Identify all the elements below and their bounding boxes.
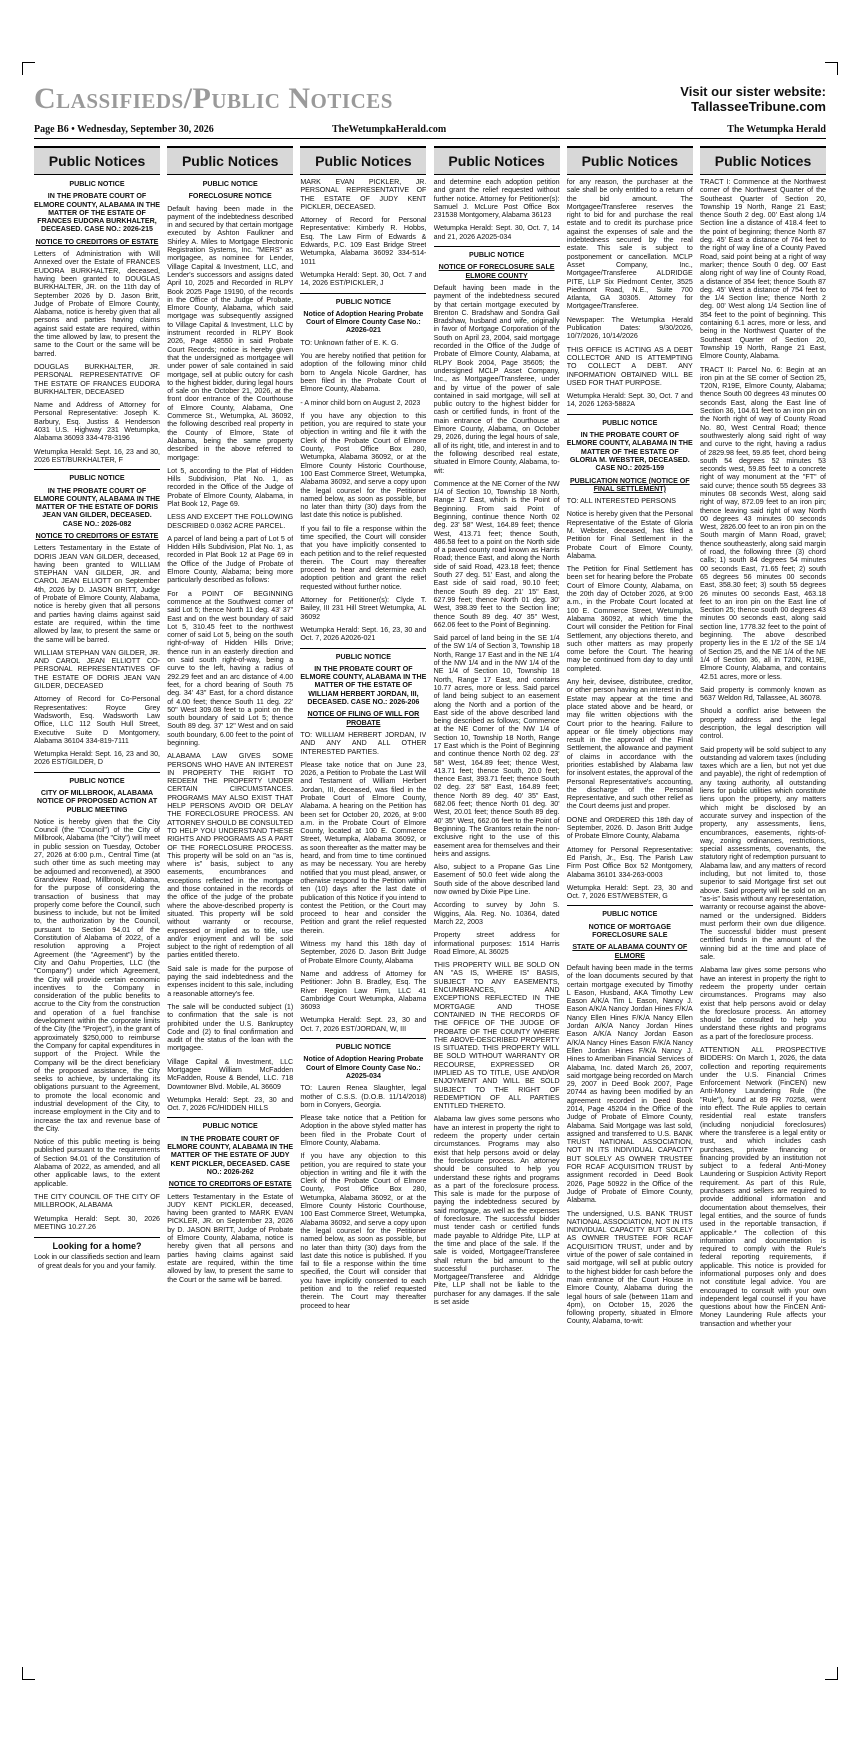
- notice-paragraph: Said property will be sold subject to any outstanding ad valorem taxes (including taxes which are a lien, but not yet due and payable), the right of redemption of any taxing authority, all outstanding liens for public utilities which constitute liens upon the property, any matters which might be disclosed by an accurate survey and inspection of the property, any assessments, liens, encumbrances, easements, rights-of-way, zoning ordinances, restrictions, special assessments, covenants, the statutory right of redemption pursuant to Alabama law, and any matters of record including, but not limited to, those superior to said Mortgage first set out above. Said property will be sold on an "as-is" basis without any representation, warranty or recourse against the above-named or the undersigned. Bidders must perform their own due diligence. The successful bidder must present certified funds in the amount of the winning bid at the time and place of sale.: [700, 745, 826, 962]
- notice-divider: [567, 905, 693, 906]
- notice-subheading: PUBLICATION NOTICE (NOTICE OF FINAL SETTLEMENT): [569, 476, 690, 493]
- notice-paragraph: Notice of this public meeting is being published pursuant to the requirements of Section 94.01 of the Constitution of Alabama of 2022, as amended, and all other applicable laws, to the extent applicable.: [34, 1138, 160, 1188]
- notice-paragraph: Wetumpka Herald: Sept. 23, 30 and Oct. 7, 2026 FC/HIDDEN HILLS: [167, 1095, 294, 1113]
- notice-paragraph: Alabama law gives some persons who have an interest in property the right to redeem the property under certain circumstances. Programs may also exist that help persons avoid or delay the foreclosure process. An attorney should be consulted to help you understand these rights and programs as a part of the foreclosure process. This sale is made for the purpose of paying the indebtedness secured by said mortgage, as well as the expenses of foreclosure. The successful bidder must tender cash or certified funds made payable to Aldridge Pite, LLP at the time and place of the sale. If the sale is voided, Mortgagee/Transferee shall return the bid amount to the successful purchaser. The Mortgagee/Transferee and Aldridge Pite, LLP shall not be liable to the purchaser for any damages. If the sale is set aside: [433, 1115, 560, 1306]
- notice-divider: [567, 414, 693, 415]
- notice: [167, 180, 293, 1112]
- notice-paragraph: Wetumpka Herald: Sept. 30, Oct. 7, 14 and 21, 2026 A2025-034: [433, 224, 560, 241]
- notices-columns: [34, 146, 826, 1616]
- notice-paragraph: Letters Testamentary in the Estate of JUDY KENT PICKLER, deceased, having been granted to MARK EVAN PICKLER, JR. on September 23, 2026 by D. JASON BRITT, Judge of Probate of Elmore County, Alabama, notice is hereby given that all persons and parties having claims against said estate are required, within the time allowed by law, to present the same to the Court or the same will be barred.: [167, 1192, 294, 1284]
- notice: [300, 648, 426, 1033]
- notice-title: PUBLIC NOTICE: [202, 180, 258, 188]
- notice-paragraph: THIS OFFICE IS ACTING AS A DEBT COLLECTOR AND IS ATTEMPTING TO COLLECT A DEBT. ANY INFORMATION OBTAINED WILL BE USED FOR THAT PURPOSE.: [566, 345, 693, 387]
- notice-title: PUBLIC NOTICE: [335, 652, 391, 661]
- notice-divider: [34, 469, 160, 470]
- notice-subheading: NOTICE OF FILING OF WILL FOR PROBATE: [307, 710, 420, 727]
- column-body: [34, 175, 160, 1270]
- notice-paragraph: for any reason, the purchaser at the sale shall be only entitled to a return of the bid amount. The Mortgagee/Transferee reserves the right to bid for and purchase the real estate and to credit its purchase price against the expenses of sale and the indebtedness secured by the real estate. This sale is subject to postponement or cancellation. MCLP Asset Company, Inc., Mortgagee/Transferee ALDRIDGE PITE, LLP Six Piedmont Center, 3525 Piedmont Road, N.E., Suite 700 Atlanta, GA 30305. Attorney for Mortgagee/Transferee.: [566, 178, 693, 311]
- notice-divider: [434, 246, 560, 247]
- notice-heading: CITY OF MILLBROOK, ALABAMA NOTICE OF PROPOSED ACTION AT PUBLIC MEETING: [36, 789, 158, 814]
- notice-paragraph: Wetumpka Herald: Sept. 30, Oct. 7 and 14, 2026 EST/PICKLER, J: [300, 270, 427, 288]
- promo-title: Looking for a home?: [52, 1241, 142, 1252]
- notice-paragraph: ATTENTION ALL PROSPECTIVE BIDDERS: On March 1, 2026, the data collection and reporting requirements under the U.S. Financial Crimes Enforcement Network (FinCEN) new Anti-Money Laundering Rule (the "Rule"), found at 89 FR 70258, went into effect. The Rule applies to certain residential real estate transfers (including nonjudicial foreclosures) where the transferee is a legal entity or trust, and which includes cash purchases, private financing or financing provided by an institution not subject to a federal Anti-Money Laundering or Suspicion Activity Report requirement. As part of this Rule, purchasers and sellers are required to provide additional information and documentation about themselves, their legal entities, and the source of funds used in the reportable transaction, if applicable.* The collection of this information and documentation is required to comply with the Rule's federal reporting requirements, if applicable. This notice is provided for informational purposes only and does not constitute legal advice. You are encouraged to consult with your own independent legal counsel if you have questions about how the FinCEN Anti-Money Laundering Rule affects your transaction and whether your: [700, 1045, 826, 1328]
- notice-paragraph: Attorney for Personal Representative: Ed Parish, Jr., Esq. The Parish Law Firm Post Office Box 52 Montgomery, Alabama 36101 334-263-0003: [566, 845, 693, 879]
- notice-title: PUBLIC NOTICE: [335, 297, 391, 306]
- notice-paragraph: - A minor child born on August 2, 2023: [300, 398, 421, 407]
- column-body: [167, 175, 293, 1284]
- notice-subheading: NOTICE TO CREDITORS OF ESTATE: [168, 1180, 292, 1189]
- sister-website-link[interactable]: TallasseeTribune.com: [691, 99, 826, 114]
- column-header: Public Notices: [300, 146, 426, 175]
- notice-column: [434, 146, 560, 1616]
- notice: [300, 1038, 426, 1310]
- column-body: [300, 175, 426, 1310]
- promo-text: Look in our classifieds section and learn of great deals for you and your family.: [34, 1253, 160, 1270]
- notice-paragraph: Attorney for Petitioner(s): Clyde T. Bailey, III 231 Hill Street Wetumpka, AL 36092: [300, 596, 427, 621]
- notice-paragraph: According to survey by John S. Wiggins, Ala. Reg. No. 10364, dated March 22, 2003: [433, 901, 560, 926]
- notice-paragraph: Notice is hereby given that the Personal Representative of the Estate of Gloria M. Webster, deceased, has filed a Petition for Final Settlement in the Probate Court of Elmore County, Alabama.: [566, 510, 693, 560]
- notice: [567, 905, 693, 1325]
- crop-mark-top-right: [825, 62, 838, 75]
- notice-paragraph: Said sale is made for the purpose of paying the said indebtedness and the expenses incident to this sale, including a reasonable attorney's fee.: [167, 964, 294, 998]
- notice: [567, 414, 693, 901]
- notice-heading: Notice of Adoption Hearing Probate Court of Elmore County Case No.: A2025-034: [303, 1055, 424, 1080]
- notice-paragraph: The sale will be conducted subject (1) to confirmation that the sale is not prohibited under the U.S. Bankruptcy Code and (2) to final confirmation and audit of the status of the loan with the mortgagee.: [167, 1002, 294, 1053]
- notice-title: PUBLIC NOTICE: [602, 910, 658, 919]
- notice-subheading: NOTICE TO CREDITORS OF ESTATE: [35, 531, 159, 540]
- notice-column: [34, 146, 160, 1616]
- notice-paragraph: Attorney of Record for Co-Personal Representatives: Royce Grey Wadsworth, Esq. Wadsworth Law Office, LLC 112 South Hull Street, Executive Suite D Montgomery, Alabama 36104 334-819-7111: [34, 695, 160, 745]
- notice-paragraph: The undersigned, U.S. BANK TRUST NATIONAL ASSOCIATION, NOT IN ITS INDIVIDUAL CAPACITY BUT SOLELY AS OWNER TRUSTEE FOR RCAF ACQUISITION TRUST, under and by virtue of the power of sale contained in said mortgage, will sell at public outcry to the highest bidder for cash before the main entrance of the Court House in Elmore County, Alabama during the legal hours of sale (between 11am and 4pm), on October 15, 2026 the following property, situated in Elmore County, Alabama, to-wit:: [566, 1209, 693, 1326]
- notice-title: PUBLIC NOTICE: [335, 1043, 391, 1052]
- notice-heading: IN THE PROBATE COURT OF ELMORE COUNTY, ALABAMA IN THE MATTER OF THE ESTATE OF JUDY KENT PICKLER, DECEASED. CASE NO.: 2026-262: [167, 1134, 294, 1176]
- notice-paragraph: Wetumpka Herald: Sept. 23, 30 and Oct. 7, 2026 EST/JORDAN, W, III: [300, 1016, 427, 1033]
- notice-paragraph: A parcel of land being a part of Lot 5 of Hidden Hills Subdivision, Plat No. 1, as recorded in Plat Book 12 at Page 69 in the Office of the Judge of Probate of Elmore County, Alabama; being more particularly described as follows:: [167, 534, 294, 585]
- notice-paragraph: Newspaper: The Wetumpka Herald Publication Dates: 9/30/2026, 10/7/2026, 10/14/2026: [566, 315, 693, 341]
- notice-paragraph: Attorney of Record for Personal Representative: Kimberly R. Hobbs, Esq. The Law Firm of Edwards & Edwards, P.C. 109 East Bridge Street Wetumpka, Alabama 36092 334-514-1011: [300, 216, 427, 266]
- notice: [167, 1117, 293, 1283]
- paper-name: The Wetumpka Herald: [727, 124, 826, 135]
- notice: [34, 772, 160, 1231]
- notice-heading: IN THE PROBATE COURT OF ELMORE COUNTY, ALABAMA IN THE MATTER OF THE ESTATE OF DORIS JEAN VAN GILDER, DECEASED. CASE NO.: 2026-082: [34, 486, 160, 528]
- column-header: Public Notices: [34, 146, 160, 175]
- notice-paragraph: and determine each adoption petition and grant the relief requested without further notice. Attorney for Petitioner(s): Samuel J. McLure Post Office Box 231538 Montgomery, Alabama 36123: [433, 178, 560, 220]
- notice-paragraph: Commence at the NE Corner of the NW 1/4 of Section 10, Township 18 North, Range 17 East, which is the Point of Beginning. From said Point of Beginning, continue thence North 02 deg. 23' 58" West, 164.89 feet; thence West, 413.71 feet; thence South, 486.58 feet to a point on the North side of a paved county road known as Harris Road; thence East, and along the North side of said Road, 423.18 feet; thence South 27 deg. 51' East, and along the East side of said road, 90.10 feet; thence South 89 deg. 21' 15" East, 627.99 feet; thence North 01 deg. 30' West, 398.39 feet to the Section line; thence South 89 deg. 40' 35" West, 662.06 feet to the Point of Beginning.: [433, 479, 560, 629]
- notice-paragraph: If you fail to file a response within the time specified, the Court will consider that you have implicitly consented to each petition and to the relief requested therein. The Court may thereafter proceed to hear and determine each adoption petition and grant the relief requested without further notice.: [300, 524, 427, 591]
- notice-divider: [34, 772, 160, 773]
- column-header: Public Notices: [434, 146, 560, 175]
- notice-heading: IN THE PROBATE COURT OF ELMORE COUNTY, ALABAMA IN THE MATTER OF THE ESTATE OF WILLIAM HERBERT JORDAN, III, DECEASED. CASE NO.: 2026-206: [300, 664, 427, 707]
- column-body: [700, 175, 826, 1328]
- notice: [567, 178, 693, 409]
- notice-title: PUBLIC NOTICE: [69, 776, 125, 785]
- notice-paragraph: Default having been made in the terms of the loan documents secured by that certain mortgage executed by Timothy L Eason, Husband, AKA Timothy Lew Eason A/K/A Tim L Eason, Nancy J. Eason A/K/A Nancy Jordan Hines F/K/A Nancy Ellen Hines F/K/A Nancy Ellen Jordan A/K/A Nancy Jordan Hines Eason A/K/A Nancy Jordan Eason A/K/A Nancy Hines Eason F/K/A Nancy Ellen Jordan Hines F/K/A Nancy J. Hines to Ameriban Financial Services of Alabama, Inc. dated March 26, 2007, said mortgage being recorded on March 29, 2007 in Deed Book 2007, Page 20744 as having been modified by an agreement recorded in Deed Book 2014, Page 45204 in the Office of the Judge of Probate of Elmore County, Alabama. Said Mortgage was last sold, assigned and transferred to U.S. BANK TRUST NATIONAL ASSOCIATION, NOT IN ITS INDIVIDUAL CAPACITY BUT SOLELY AS OWNER TRUSTEE FOR RCAF ACQUISITION TRUST by assignment recorded in Deed Book 2026, Page 50922 in the Office of the Judge of Probate of Elmore County, Alabama.: [566, 963, 693, 1205]
- notice-subheading: NOTICE TO CREDITORS OF ESTATE: [35, 237, 159, 246]
- page-date: Page B6 • Wednesday, September 30, 2026: [34, 124, 214, 135]
- notice: [434, 246, 560, 1306]
- notice-paragraph: Letters Testamentary in the Estate of DORIS JEAN VAN GILDER, deceased, having been granted to WILLIAM STEPHAN VAN GILDER, JR. and CAROL JEAN ELLIOTT on September 4th, 2026 by D. JASON BRITT, Judge of Probate of Elmore County, Alabama, notice is hereby given that all persons and parties having claims against said estate are required, within the time allowed by law, to present the same or the same will be barred.: [34, 544, 160, 644]
- notice-title: PUBLIC NOTICE: [69, 180, 125, 188]
- notice-subheading: NOTICE OF FORECLOSURE SALE ELMORE COUNTY: [438, 263, 555, 280]
- notice-paragraph: TRACT I: Commence at the Northwest corner of the Northwest Quarter of the Southeast Quarter of Section 20, Township 19 North, Range 21 East; thence South 2 deg. 00' East along 1/4 Section line a distance of 418.4 feet to the point of beginning; thence North 87 deg. 45' East a distance of 764 feet to the right of way line of a County Paved Road, said point being at a right of way marker; thence South 0 deg. 00' East along right of way line of County Road, a distance of 354 feet; thence South 87 deg. 45' West a distance of 754 feet to the 1/4 Section line; thence North 2 deg. 00' West along 1/4 Section line of 354 feet to the point of beginning. This containing 6.1 acres, more or less, and being in the Northwest Quarter of the Southeast Quarter of Section 20, Township 19 North, Range 21 East, Elmore County, Alabama.: [700, 178, 826, 361]
- folio-line: [34, 124, 826, 139]
- notice-paragraph: Village Capital & Investment, LLC Mortgagee William McFadden McFadden, Rouse & Bendel, LLC. 718 Downtowner Blvd. Mobile, AL 36609: [167, 1057, 294, 1091]
- notice-paragraph: Wetumpka Herald: Sept. 16, 23 and 30, 2026 EST/GILDER, D: [34, 750, 160, 767]
- notice-paragraph: Wetumpka Herald: Sept. 23, 30 and Oct. 7, 2026 EST/WEBSTER, G: [566, 883, 693, 901]
- notice-paragraph: Wetumpka Herald: Sept. 16, 23, 30 and Oct. 7, 2026 A2026-021: [300, 625, 427, 643]
- notice-divider: [167, 1117, 293, 1118]
- notice-paragraph: Please take notice that a Petition for Adoption in the above styled matter has been filed in the Probate Court of Elmore County, Alabama.: [300, 1114, 427, 1147]
- notice-title: PUBLIC NOTICE: [602, 418, 658, 427]
- notice-paragraph: Name and address of Attorney for Petitioner: John B. Bradley, Esq. The River Region Law Firm, LLC 41 Cambridge Court Wetumpka, Alabama 36093: [300, 969, 427, 1012]
- notice-paragraph: Alabama law gives some persons who have an interest in property the right to redeem the property under certain circumstances. Programs may also exist that help persons avoid or delay the foreclosure process. An attorney should be consulted to help you understand these rights and programs as a part of the foreclosure process.: [700, 966, 826, 1041]
- sister-site-promo: [680, 84, 826, 114]
- notice-title: PUBLIC NOTICE: [469, 251, 525, 260]
- column-header: Public Notices: [167, 146, 293, 175]
- notice-paragraph: THE CITY COUNCIL OF THE CITY OF MILLBROOK, ALABAMA: [34, 1192, 160, 1210]
- notice-paragraph: THIS PROPERTY WILL BE SOLD ON AN "AS IS, WHERE IS" BASIS, SUBJECT TO ANY EASEMENTS, ENCUMBRANCES, AND EXCEPTIONS REFLECTED IN THE MORTGAGE AND THOSE CONTAINED IN THE RECORDS OF THE OFFICE OF THE JUDGE OF PROBATE OF THE COUNTY WHERE THE ABOVE-DESCRIBED PROPERTY IS SITUATED. THIS PROPERTY WILL BE SOLD WITHOUT WARRANTY OR RECOURSE, EXPRESSED OR IMPLIED AS TO TITLE, USE AND/OR ENJOYMENT AND WILL BE SOLD SUBJECT TO THE RIGHT OF REDEMPTION OF ALL PARTIES ENTITLED THERETO.: [433, 961, 560, 1111]
- notice-heading: Notice of Adoption Hearing Probate Court of Elmore County Case No.: A2026-021: [303, 309, 424, 335]
- notice-paragraph: TO: WILLIAM HERBERT JORDAN, IV AND ANY AND ALL OTHER INTERESTED PARTIES.: [300, 730, 427, 756]
- column-header: Public Notices: [567, 146, 693, 175]
- crop-mark-top-left: [22, 62, 35, 75]
- notice-paragraph: The Petition for Final Settlement has been set for hearing before the Probate Court of Elmore County, Alabama, on the 20th day of October 2026, at 9:00 a.m., in the Probate Court located at 100 E. Commerce Street, Wetumpka, Alabama 36092, at which time the Court will consider the Petition for Final Settlement, any objections thereto, and such other matters as may properly come before the Court. The hearing may be continued from day to day until completed.: [566, 565, 693, 673]
- notice-paragraph: If you have any objection to this petition, you are required to state your objection in writing and file it with the Clerk of the Probate Court of Elmore County, Post Office Box 280, Wetumpka, Alabama 36092, or at the Elmore County Historic Courthouse, 100 East Commerce Street, Wetumpka, Alabama 36092, and serve a copy upon the legal counsel for the Petitioner named below, as soon as possible, but no later than thirty (30) days from the last date this notice is published.: [300, 411, 427, 520]
- notice-paragraph: Wetumpka Herald: Sept. 30, 2026 MEETING 10.27.26: [34, 1214, 160, 1231]
- notice-paragraph: Lot 5, according to the Plat of Hidden Hills Subdivision, Plat No. 1, as recorded in the Office of the Judge of Probate of Elmore County, Alabama, in Plat Book 12, Page 69.: [167, 466, 294, 508]
- notice-paragraph: For a POINT OF BEGINNING commence at the Southwest corner of said Lot 5; thence North 11 deg. 43' 37" East and on the west boundary of said Lot 5, 310.45 feet to the northwest corner of said Lot 5, being on the south right-of-way of Hidden Hills Drive; thence run in an easterly direction and on said south right-of-way, being a curve to the left, having a radius of 292.29 feet and an arc distance of 4.00 feet, for a chord bearing of South 75 deg. 34' 43" East, for a chord distance of 4.00 feet; thence South 11 deg. 22' 50" West 309.08 feet to a point on the south boundary of said Lot 5; thence South 89 deg. 37' 12" West and on said south boundary, 6.00 feet to the point of beginning.: [167, 589, 294, 747]
- notice-heading: IN THE PROBATE COURT OF ELMORE COUNTY, ALABAMA IN THE MATTER OF THE ESTATE OF GLORIA M. WEBSTER, DECEASED. CASE NO.: 2025-159: [566, 431, 693, 473]
- notice-title: PUBLIC NOTICE: [69, 474, 125, 483]
- notice-divider: [300, 293, 426, 294]
- notice-paragraph: Wetumpka Herald: Sept. 30, Oct. 7 and 14, 2026 1263-5882A: [566, 392, 693, 409]
- notice-divider: [300, 1038, 426, 1039]
- notice-paragraph: Also, subject to a Propane Gas Line Easement of 50.0 feet wide along the South side of the above described land now owned by Dixie Pipe Line.: [433, 863, 560, 897]
- notice-paragraph: DONE and ORDERED this 18th day of September, 2026. D. Jason Britt Judge of Probate Elmore County, Alabama: [566, 815, 693, 841]
- notice-paragraph: You are hereby notified that petition for adoption of the following minor child born to Angela Nicole Gardner, has been filed in the Probate Court of Elmore County, Alabama.: [300, 352, 427, 394]
- notice-paragraph: MARK EVAN PICKLER, JR. PERSONAL REPRESENTATIVE OF THE ESTATE OF JUDY KENT PICKLER, DECEASED.: [300, 178, 427, 211]
- notice-paragraph: ALABAMA LAW GIVES SOME PERSONS WHO HAVE AN INTEREST IN PROPERTY THE RIGHT TO REDEEM THE PROPERTY UNDER CERTAIN CIRCUMSTANCES. PROGRAMS MAY ALSO EXIST THAT HELP PERSONS AVOID OR DELAY THE FORECLOSURE PROCESS. AN ATTORNEY SHOULD BE CONSULTED TO HELP YOU UNDERSTAND THESE RIGHTS AND PROGRAMS AS A PART OF THE FORECLOSURE PROCESS. This property will be sold on an "as is, where is" basis, subject to any easements, encumbrances and exceptions reflected in the mortgage and those contained in the records of the office of the judge of the probate where the above-described property is situated. This property will be sold without warranty or recourse, expressed or implied as to title, use and/or enjoyment and will be sold subject to the right of redemption of all parties entitled thereto.: [167, 752, 294, 960]
- notice-paragraph: TO: ALL INTERESTED PERSONS: [566, 497, 676, 506]
- crop-mark-bottom-right: [825, 1667, 838, 1680]
- paper-website[interactable]: TheWetumpkaHerald.com: [332, 124, 447, 135]
- notice-paragraph: Notice is hereby given that the City Council (the "Council") of the City of Millbrook, Alabama (the "City") will meet in public session on Tuesday, October 27, 2026 at 6:00 p.m., Central Time (at such other time as such meeting may be adjourned and reconvened), at 3900 Grandview Road, Millbrook, Alabama, for the purpose of considering the transaction of business that may properly come before the Council, such business to include, but not be limited to, the authorization by the Council, pursuant to Section 94.01 of the Constitution of Alabama of 2022, of a resolution approving a Project Agreement (the "Agreement") by the City and Oahu Properties, LLC (the "Company") under which Agreement, the City will provide certain economic incentives to the Company in consideration of the public benefits to accrue to the City from the construction and operation of a fuel franchise development within the corporate limits of the City (the "Project"), in the grant of approximately $250,000 to reimburse the Company for capital expenditures in support of the Project. While the Company will be the direct beneficiary of the proposed assistance, the City seeks to achieve, by undertaking its obligations pursuant to the Agreement, to promote the local economic and industrial development of the City, to increase employment in the City and to increase the tax and revenue base of the City.: [34, 817, 160, 1133]
- notice-paragraph: If you have any objection to this petition, you are required to state your objection in writing and file it with the Clerk of the Probate Court of Elmore County, Post Office Box 280, Wetumpka, Alabama 36092, or at the Elmore County Historic Courthouse, 100 East Commerce Street, Wetumpka, Alabama 36092, and serve a copy upon the legal counsel for the Petitioner named below, as soon as possible, but no later than thirty (30) days from the last date this notice is published. If you fail to file a response within the time specified, the Court will consider that you have implicitly consented to each petition and to the relief requested therein. The Court may thereafter proceed to hear: [300, 1152, 427, 1310]
- notice-paragraph: Default having been made in the payment of the indebtedness described in and secured by that certain mortgage executed by Ashton Faulkner and Shirley A. Miles to Mortgage Electronic Registration Systems, Inc. "MERS" as mortgagee, as nominee for Lender, Village Capital & Investment, LLC, and Lender's successors and assigns dated April 10, 2025 and Recorded in RLPY Book 2025 Page 19190, of the records in the Office of the Judge of Probate, Elmore County, Alabama, which said mortgage was subsequently assigned to Village Capital & Investment, LLC by instrument recorded in RLPY Book 2026, Page 48550 in said Probate Court Records; notice is hereby given that the undersigned as mortgagee will under power of sale contained in said mortgage, sell at public outcry for cash to the highest bidder, during legal hours of sale on the October 21, 2026, at the front door entrance of the Courthouse of Elmore County, Alabama, One Commerce St., Wetumpka, AL 36092, the following described real property in the County of Elmore, State of Alabama, being the same property described in the above referred to mortgage:: [167, 204, 294, 462]
- classifieds-promo: [34, 1237, 160, 1270]
- notice-paragraph: TO: Lauren Renea Slaughter, legal mother of C.S.S. (D.O.B. 11/14/2018) born in Conyers, Georgia.: [300, 1084, 427, 1109]
- notice: [34, 469, 160, 767]
- notice-paragraph: TRACT II: Parcel No. 6: Begin at an iron pin at the SE corner of Section 25, T20N, R19E, Elmore County, Alabama; thence South 00 degrees 43 minutes 00 seconds East, along the East line of Section 36, 104.61 feet to an iron pin on the North right of way of County Road No. 80, West Central Road; thence southwesterly along said right of way and curve to the right, having a radius of 2829.98 feet, 59.85 feet, chord being south 54 degrees 52 minutes 53 seconds west, 59.85 feet to a concrete right of way monument at the "FT" of said curve; thence south 55 degrees 33 minutes 08 seconds West, along said right of way, 872.09 feet to an iron pin; thence leaving said right of way North 00 degrees 43 minutes 00 seconds West, 2826.00 feet to an iron pin on the South margin of Mann Road, gravel; thence southeasterly, along said margin of road, the following three (3) chord calls; 1) south 84 degrees 54 minutes 00 seconds East, 71.65 feet; 2) south 65 degrees 56 minutes 00 seconds East, 358.30 feet; 3) south 55 degrees 26 minutes 00 seconds East, 463.18 feet to an iron pin on the East line of Section 25; thence south 00 degrees 43 minutes 00 seconds east, along said section line, 1778.32 feet to the point of beginning. The above described property lies in the E 1/2 of the SE 1/4 of Section 25, and the NE 1/4 of the NE 1/4 of Section 36, all in T20N, R19E, Elmore County, Alabama, and contains 42.51 acres, more or less.: [700, 365, 826, 681]
- column-body: [434, 175, 560, 1306]
- notice-paragraph: Letters of Administration with Will Annexed over the Estate of FRANCES EUDORA BURKHALTER, deceased, having been granted to DOUGLAS BURKHALTER, JR. on the 11th day of September 2026 by D. Jason Britt, Judge of Probate of Elmore County, Alabama, notice is hereby given that all persons and parties having claims against said estate are required, within the time allowed by law, to present the same to the Court or the same will be barred.: [34, 250, 160, 358]
- notice-column: [167, 146, 293, 1616]
- notice-column: [700, 146, 826, 1616]
- notice-paragraph: DOUGLAS BURKHALTER, JR. PERSONAL REPRESENTATIVE OF THE ESTATE OF FRANCES EUDORA BURKHALTER, DECEASED: [34, 362, 160, 396]
- notice-heading: IN THE PROBATE COURT OF ELMORE COUNTY, ALABAMA IN THE MATTER OF THE ESTATE OF FRANCES EUDORA BURKHALTER, DECEASED. CASE NO.: 2026-215: [34, 192, 160, 234]
- notice-heading: NOTICE OF MORTGAGE FORECLOSURE SALE: [588, 922, 671, 940]
- notice-paragraph: Property street address for informational purposes: 1514 Harris Road Elmore, AL 36025: [433, 931, 560, 956]
- crop-mark-bottom-left: [22, 1667, 35, 1680]
- visit-line: Visit our sister website:: [680, 84, 826, 99]
- notice: [34, 180, 160, 464]
- notice-heading: FORECLOSURE NOTICE: [188, 192, 272, 201]
- notice-divider: [300, 648, 426, 649]
- notice-subheading: STATE OF ALABAMA COUNTY OF ELMORE: [572, 943, 688, 960]
- notice-paragraph: Name and Address of Attorney for Personal Representative: Joseph K. Barbury, Esq. Justiss & Henderson 4031 U.S. Highway 231 Wetumpka, Alabama 36093 334-478-3196: [34, 401, 160, 443]
- notice-paragraph: Said parcel of land being in the SE 1/4 of the SW 1/4 of Section 3, Township 18 North, Range 17 East and in the NE 1/4 of the NW 1/4 and in the NW 1/4 of the NE 1/4 of Section 10, Township 18 North, Range 17 East, and contains 10.77 acres, more or less. Said parcel of land being subject to an easement along the North and a portion of the East side of the above described land being described as follows; Commence at the NE Corner of the NW 1/4 of Section 10, Township 18 North, Range 17 East which is the Point of Beginning and continue thence North 02 deg. 23' 58" West, 164.89 feet; thence West, 413.71 feet; thence South, 20.0 feet; thence East, 393.71 feet; thence South 02 deg. 23' 58" East, 164.89 feet; thence North 89 deg. 40' 35" East, 682.06 feet; thence North 01 deg. 30' West, 20.01 feet; thence South 89 deg. 40' 35" West, 662.06 feet to the Point of Beginning. The Grantors retain the non-exclusive right to the use of this easement area for themselves and their heirs and assigns.: [433, 634, 560, 858]
- section-title: Classifieds/Public Notices: [34, 82, 393, 115]
- notice-column: [300, 146, 426, 1616]
- notice-paragraph: Wetumpka Herald: Sept. 16, 23 and 30, 2026 EST/BURKHALTER, F: [34, 447, 160, 464]
- notice-title: PUBLIC NOTICE: [202, 1122, 258, 1131]
- notice: [434, 178, 560, 241]
- notice-paragraph: Default having been made in the payment of the indebtedness secured by that certain mortgage executed by Brenton C. Bradshaw and Sondra Gail Bradshaw, husband and wife, originally in favor of Mortgage Corporation of the South on April 23, 2004, said mortgage recorded in the Office of the Judge of Probate of Elmore County, Alabama, at RLPY Book 2004, Page 35605; the undersigned MCLP Asset Company, Inc., as Mortgagee/Transferee, under and by virtue of the power of sale contained in said mortgage, will sell at public outcry to the highest bidder for cash or certified funds, in front of the main entrance of the Courthouse at Elmore County, Alabama, on October 29, 2026, during the legal hours of sale, all of its right, title, and interest in and to the following described real estate, situated in Elmore County, Alabama, to-wit:: [433, 283, 560, 475]
- notice-paragraph: TO: Unknown father of E. K. G.: [300, 338, 399, 347]
- notice: [300, 178, 426, 288]
- notice-column: [567, 146, 693, 1616]
- notice-paragraph: Witness my hand this 18th day of September, 2026 D. Jason Britt Judge of Probate Elmore County, Alabama: [300, 940, 427, 965]
- notice: [300, 293, 426, 643]
- notice-paragraph: LESS AND EXCEPT THE FOLLOWING DESCRIBED 0.0362 ACRE PARCEL.: [167, 513, 294, 530]
- column-header: Public Notices: [700, 146, 826, 175]
- notice-paragraph: Please take notice that on June 23, 2026, a Petition to Probate the Last Will and Testament of William Herbert Jordan, III, deceased, was filed in the Probate Court of Elmore County, Alabama. A hearing on the Petition has been set for October 20, 2026, at 9:00 a.m. in the Probate Court of Elmore County, located at 100 E. Commerce Street, Wetumpka, Alabama 36092, or as soon thereafter as the matter may be heard, and from time to time continued as may be necessary. You are hereby notified that you must plead, answer, or otherwise respond to the Petition within ten (10) days after the last date of publication of this Notice if you intend to contest the Petition, or the Court may proceed to hear and consider the Petition and grant the relief requested therein.: [300, 760, 427, 935]
- notice-paragraph: Said property is commonly known as 5637 Weldon Rd, Tallassee, AL 36078.: [700, 685, 826, 703]
- notice: [700, 178, 826, 1328]
- column-body: [567, 175, 693, 1326]
- notice-paragraph: Any heir, devisee, distributee, creditor, or other person having an interest in the Estate may appear at the time and place stated above and be heard, or may file written objections with the Court prior to the hearing. Failure to appear or file timely objections may result in the approval of the Final Settlement, the allowance and payment of claims in accordance with the priorities established by Alabama law for insolvent estates, the approval of the Personal Representative's accounting, the discharge of the Personal Representative, and such other relief as the Court deems just and proper.: [566, 678, 693, 811]
- notice-paragraph: WILLIAM STEPHAN VAN GILDER, JR. AND CAROL JEAN ELLIOTT CO-PERSONAL REPRESENTATIVES OF THE ESTATE OF DORIS JEAN VAN GILDER, DECEASED: [34, 648, 160, 691]
- notice-paragraph: Should a conflict arise between the property address and the legal description, the legal description will control.: [700, 707, 826, 741]
- masthead: [34, 82, 826, 118]
